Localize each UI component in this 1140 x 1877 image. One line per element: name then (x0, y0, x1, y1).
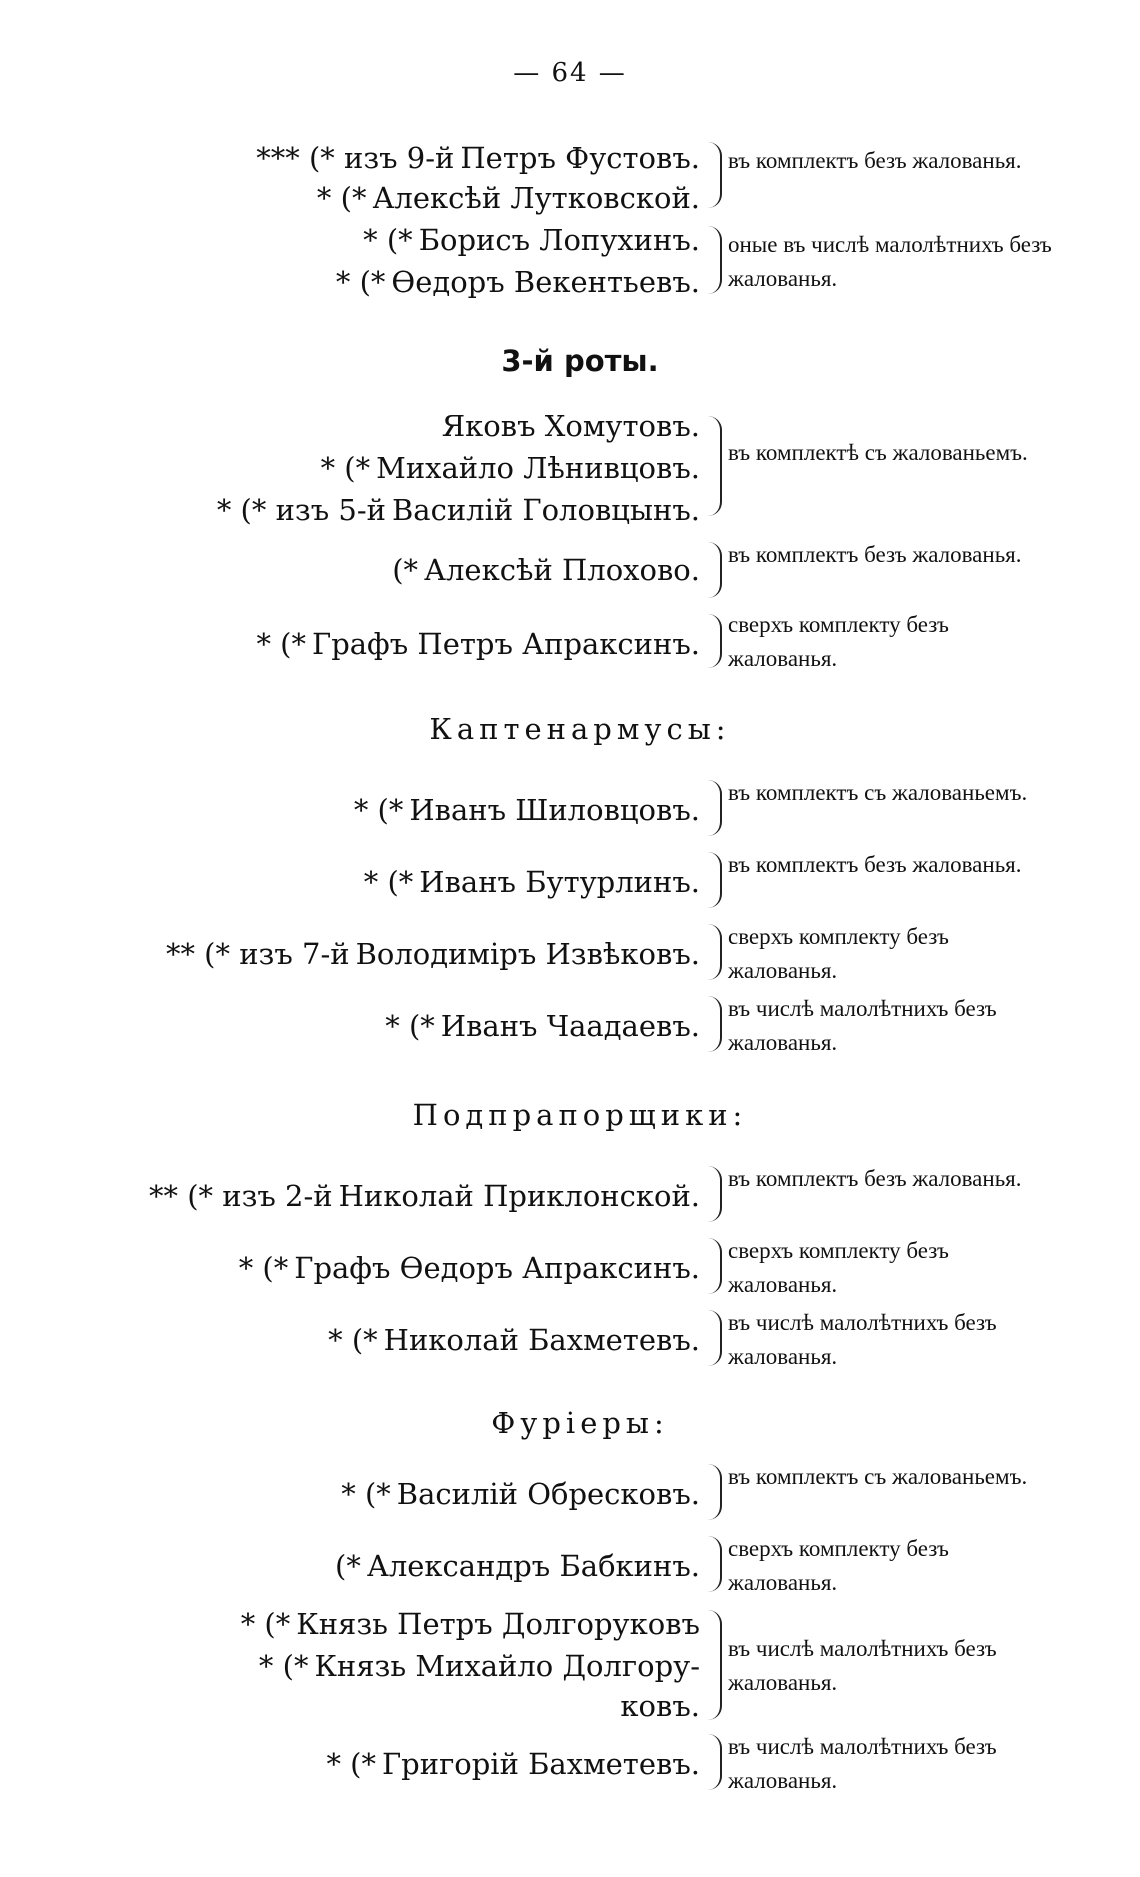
note-text: въ числѣ малолѣтнихъ безъ жалованья. (728, 996, 997, 1055)
section-heading-kaptenarmusy: Каптенармусы: (429, 712, 731, 746)
entry-khomutov (436, 406, 700, 446)
entry-name: Василій Обресковъ. (396, 1477, 700, 1511)
entry-lopukhin (363, 220, 700, 260)
brace (706, 542, 722, 598)
section-heading-3rd-company: 3-й роты. (501, 344, 659, 378)
note-text: сверхъ комплекту безъ жалованья. (728, 924, 949, 983)
entry-prefix: * (* (256, 627, 306, 661)
note-text: сверхъ комплекту безъ жалованья. (728, 1536, 949, 1595)
entry-name: Алексѣй Плохово. (424, 553, 700, 587)
entry-name-continuation: ковъ. (620, 1689, 700, 1723)
entry-name: Князь Михайло Долгору- (314, 1649, 700, 1683)
note-text: въ числѣ малолѣтнихъ безъ жалованья. (728, 1636, 997, 1695)
entry-name: Николай Бахметевъ. (383, 1323, 700, 1357)
entry-izvekov (166, 934, 700, 974)
brace (706, 1610, 722, 1720)
entry-prefix: * (* (335, 265, 386, 299)
note-text: въ комплектъ безъ жалованья. (728, 1166, 1022, 1191)
entry-name: Володиміръ Извѣковъ. (355, 937, 700, 971)
brace (706, 226, 722, 294)
entry-dolgorukov-petr (241, 1604, 700, 1644)
brace (706, 1464, 722, 1520)
entry-vekentyev (336, 262, 700, 302)
entry-prefix: * (* изъ 5-й (216, 493, 386, 527)
entry-name: Александръ Бабкинъ. (366, 1549, 700, 1583)
brace (706, 780, 722, 836)
note-text: въ комплектъ безъ жалованья. (728, 542, 1022, 567)
note-text: сверхъ комплекту безъ жалованья. (728, 1238, 949, 1297)
entry-prefix: * (* (328, 1323, 378, 1357)
note-text: въ комплектъ безъ жалованья. (728, 148, 1022, 173)
entry-prefix: * (* (238, 1251, 289, 1285)
entry-name: Князь Петръ Долгоруковъ (296, 1607, 700, 1641)
brace (706, 1166, 722, 1222)
entry-prefix: * (* (363, 223, 413, 257)
entry-name: Ѳедоръ Векентьевъ. (391, 265, 700, 299)
entry-name: Василій Головцынъ. (391, 493, 700, 527)
brace (706, 1310, 722, 1366)
brace (706, 1536, 722, 1592)
entry-prefix: ** (* изъ 2-й (148, 1179, 333, 1213)
entry-name: Иванъ Чаадаевъ. (440, 1009, 700, 1043)
note-text: въ комплектъ съ жалованьемъ. (728, 780, 1028, 805)
brace (706, 1238, 722, 1294)
entry-bakhmetev-grigoriy (326, 1744, 700, 1784)
entry-name: Борисъ Лопухинъ. (418, 223, 700, 257)
entry-prefix: (* (392, 553, 419, 587)
entry-priklonskoy (149, 1176, 700, 1216)
entry-buturlin (364, 862, 700, 902)
entry-fustov (256, 138, 700, 178)
entry-lenivtsov (321, 448, 700, 488)
brace (706, 142, 722, 208)
entry-bakhmetev-nikolay (328, 1320, 700, 1360)
entry-dolgorukov-mikhaylo (258, 1646, 700, 1723)
entry-name: Иванъ Бутурлинъ. (419, 865, 700, 899)
section-heading-furiery: Фуріеры: (491, 1406, 669, 1440)
entry-golovtsyn (217, 490, 700, 530)
entry-name: Графъ Петръ Апраксинъ. (312, 627, 700, 661)
section-heading-podpraporshchiki: Подпрапорщики: (412, 1098, 748, 1132)
brace (706, 996, 722, 1052)
entry-prefix: * (* (363, 865, 414, 899)
entry-prefix: * (* (240, 1607, 291, 1641)
entry-prefix: * (* (341, 1477, 391, 1511)
entry-prefix: * (* (353, 793, 404, 827)
note-text: въ комплектѣ съ жалованьемъ. (728, 440, 1028, 465)
entry-obreskov (341, 1474, 700, 1514)
brace (706, 852, 722, 908)
entry-babkin (335, 1546, 700, 1586)
page-number: — 64 — (513, 58, 627, 88)
brace (706, 416, 722, 516)
entry-prefix: * (* (320, 451, 371, 485)
entry-apraksin-fedor (239, 1248, 700, 1288)
entry-prefix: *** (* изъ 9-й (256, 141, 455, 175)
entry-name: Алексѣй Лутковской. (372, 181, 700, 215)
entry-name: Михайло Лѣнивцовъ. (376, 451, 700, 485)
entry-lutkovskoy (317, 178, 700, 218)
entry-prefix: * (* (316, 181, 367, 215)
brace (706, 614, 722, 668)
entry-prefix: ** (* изъ 7-й (165, 937, 350, 971)
entry-name: Петръ Фустовъ. (460, 141, 700, 175)
brace (706, 1734, 722, 1790)
note-text: въ комплектъ съ жалованьемъ. (728, 1464, 1028, 1489)
entry-apraksin-petr (256, 624, 700, 664)
entry-prefix: * (* (326, 1747, 376, 1781)
entry-name: Николай Приклонской. (338, 1179, 700, 1213)
entry-name: Григорій Бахметевъ. (381, 1747, 700, 1781)
entry-name: Яковъ Хомутовъ. (441, 409, 700, 443)
entry-prefix: * (* (385, 1009, 435, 1043)
entry-prefix: (* (335, 1549, 361, 1583)
entry-prefix: * (* (258, 1649, 309, 1683)
note-text: въ числѣ малолѣтнихъ безъ жалованья. (728, 1734, 997, 1793)
entry-shilovtsov (354, 790, 700, 830)
entry-chaadaev (385, 1006, 700, 1046)
note-text: въ комплектъ безъ жалованья. (728, 852, 1022, 877)
note-text: оные въ числѣ малолѣтнихъ безъ жалованья. (728, 232, 1052, 291)
note-text: сверхъ комплекту безъ жалованья. (728, 612, 949, 671)
entry-name: Иванъ Шиловцовъ. (409, 793, 700, 827)
brace (706, 924, 722, 980)
entry-plokhovo (392, 550, 700, 590)
note-text: въ числѣ малолѣтнихъ безъ жалованья. (728, 1310, 997, 1369)
entry-name: Графъ Ѳедоръ Апраксинъ. (294, 1251, 700, 1285)
